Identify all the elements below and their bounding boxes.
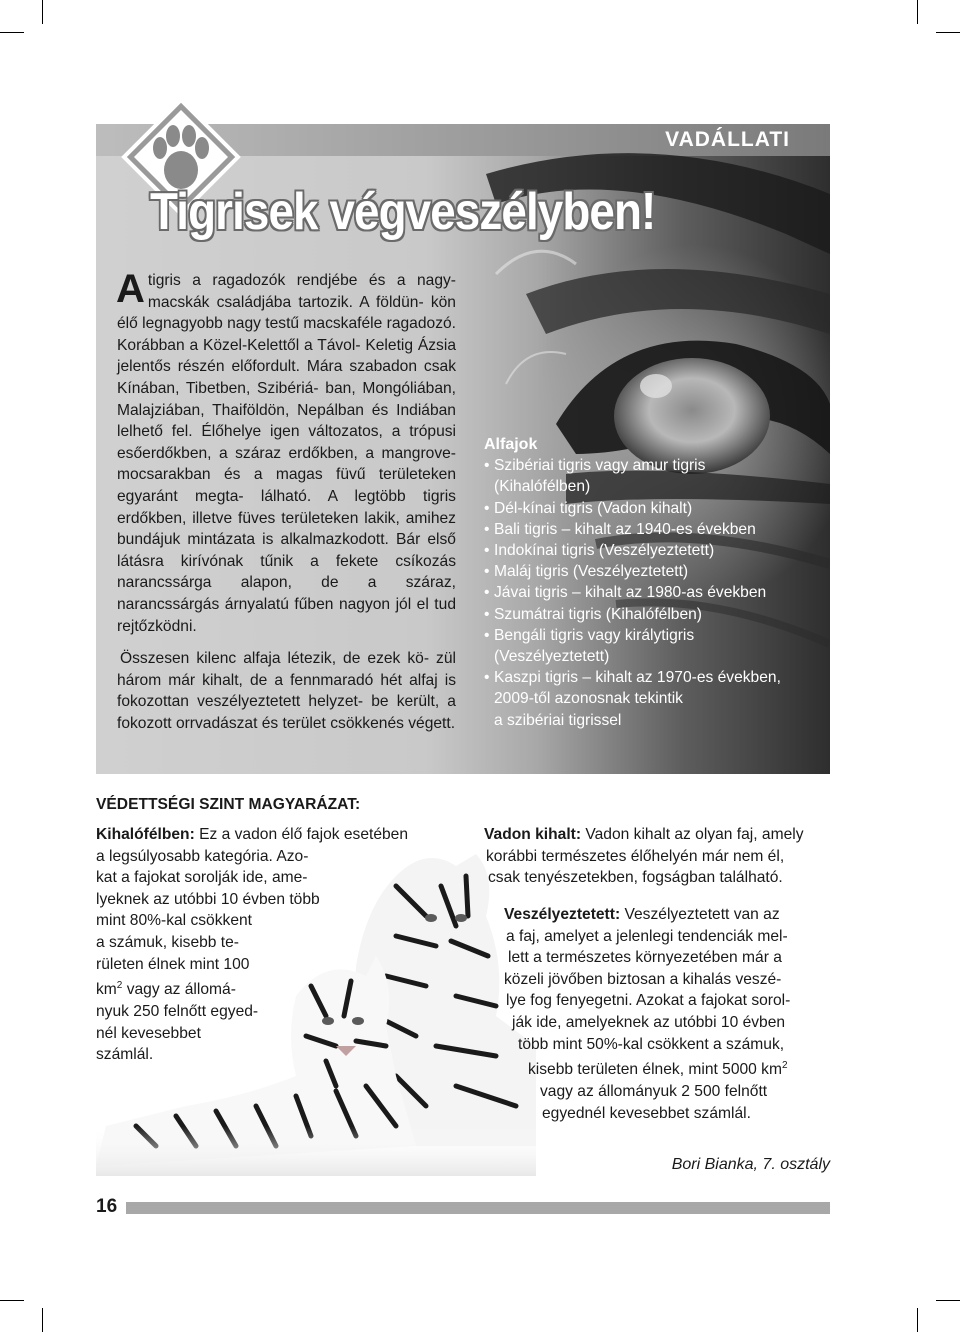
term: Veszélyeztetett: [504, 906, 621, 923]
list-item: • Bali tigris – kihalt az 1940-es években [484, 519, 814, 540]
footer-bar [126, 1202, 830, 1214]
crop-mark [936, 1300, 960, 1301]
subspecies-list [484, 434, 814, 731]
author: Bori Bianka, 7. osztály [671, 1156, 830, 1173]
definition-vadon-kihalt: Vadon kihalt: Vadon kihalt az olyan faj, amely korábbi természetes élőhelyén már nem él, csak tenyészetekben, fogságban található. [484, 826, 804, 887]
subspecies-heading: Alfajok [484, 436, 538, 453]
term: Kihalófélben: [96, 826, 195, 843]
list-item: • Indokínai tigris (Veszélyeztetett) [484, 540, 814, 561]
term: Vadon kihalt: [484, 826, 582, 843]
page-title: Tigrisek végveszélyben! [150, 183, 656, 241]
section-label: VADÁLLATI [665, 128, 790, 151]
definition-kihalofelben: Kihalófélben: Ez a vadon élő fajok esetében a legsúlyosabb kategória. Azo- kat a fajokat sorolják ide, ame- lyeknek az utóbbi 10 évben több mint 80%-kal csökkent a számuk, kisebb te- rületen élnek mint 100 $km^2$ vagy az állomá- nyuk 250 felnőtt egyed- nél kevesebbet számlál. [96, 826, 409, 1064]
intro-paragraph: A tigris a ragadozók rendjébe és a nagy- macskák családjába tartozik. A földün- kön élő legnagyobb nagy testű macskaféle ragadozó. Korábban a Közel-Kelettől a Távol- Keletig Ázsia jelentős részén előfordult. Mára szabadon csak Kínában, Tibetben, Szibériá- ban, Mongóliában, Malajziában, Thaiföldön, Nepálban és Indiában lelhető fel. Élőhelye igen változatos, a trópusi esőerdőkben, a száraz erdőkben, a mangrove-mocsarakban és a magas füvű területeken egyaránt megta- lálható. A legtöbb tigris erdőkben, illetve füves területeken lakik, amihez bundájuk mintázata is alkalmazkodott. Bár első látásra kirívónak tűnik a fekete csíkozás narancssárga alapon, de a száraz, narancssárgás árnyalatú fűben nagyon jól el tud rejtőzködni. [116, 267, 457, 635]
crop-mark [0, 32, 24, 33]
crop-mark [42, 0, 43, 24]
crop-mark [917, 0, 918, 24]
crop-mark [0, 1300, 24, 1301]
crop-mark [42, 1308, 43, 1332]
list-item: • Maláj tigris (Veszélyeztetett) [484, 561, 814, 582]
intro-paragraph-2: Összesen kilenc alfaja létezik, de ezek kö- zül három már kihalt, de a fennmaradó hét alfaj is fokozottan veszélyeztetett helyzet- be került, a fokozott orrvadászat és terület csökkenés végett. [117, 650, 456, 732]
page-number: 16 [96, 1196, 118, 1217]
list-item: • Szumátrai tigris (Kihalófélben) [484, 604, 814, 625]
drop-cap: A [116, 267, 145, 311]
list-item: • Jávai tigris – kihalt az 1980-as években [484, 582, 814, 603]
list-item: • Kaszpi tigris – kihalt az 1970-es években, 2009-től azonosnak tekintik a szibériai tigrissel [484, 667, 814, 731]
definition-veszelyeztetett: Veszélyeztetett: Veszélyeztetett van az a faj, amelyet a jelenlegi tendenciák mel- lett a természetes környezetében már a közeli jövőben biztosan a kihalás veszé- lye fog fenyegetni. Azokat a fajokat sorol- ják ide, amelyeknek az utóbbi 10 évben több mint 50%-kal csökkent a számuk, kisebb területen élnek, mint 5000 $km^2$ vagy az állományuk 2 500 felnőtt egyednél kevesebbet számlál. [504, 906, 791, 1122]
protection-levels-heading: VÉDETTSÉGI SZINT MAGYARÁZAT: [96, 796, 361, 813]
crop-mark [936, 32, 960, 33]
list-item: • Szibériai tigris vagy amur tigris (Kihalófélben) [484, 455, 814, 497]
list-item: • Dél-kínai tigris (Vadon kihalt) [484, 498, 814, 519]
list-item: • Bengáli tigris vagy királytigris (Veszélyeztetett) [484, 625, 814, 667]
crop-mark [917, 1308, 918, 1332]
